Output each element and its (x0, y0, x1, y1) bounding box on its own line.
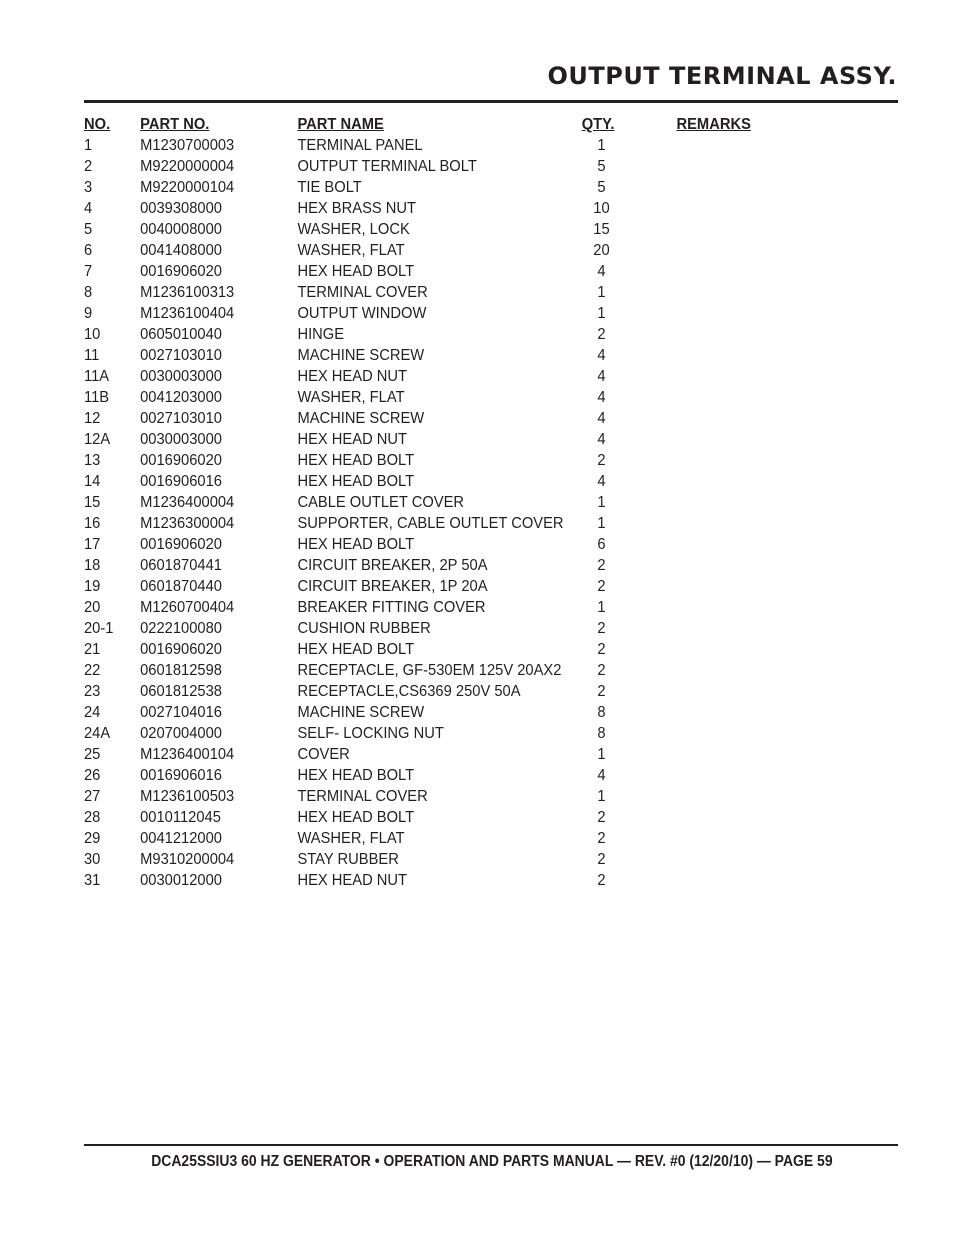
part-quantity: 2 (597, 578, 606, 595)
part-number: M1236100404 (140, 305, 235, 322)
part-number: M9310200004 (140, 851, 235, 868)
part-number-index: 6 (84, 242, 93, 259)
part-quantity: 2 (597, 683, 606, 700)
table-row (84, 513, 814, 534)
part-number-index: 2 (84, 158, 93, 175)
part-quantity: 2 (597, 830, 606, 847)
part-number: 0016906020 (140, 263, 222, 280)
part-remarks (676, 618, 814, 639)
table-row (84, 408, 814, 429)
part-number: 0041212000 (140, 830, 222, 847)
part-number: 0016906016 (140, 767, 222, 784)
part-number-index: 12 (84, 410, 101, 427)
part-number-index: 3 (84, 179, 93, 196)
part-remarks (676, 303, 814, 324)
table-row (84, 492, 814, 513)
part-name: WASHER, FLAT (297, 830, 405, 847)
part-quantity: 6 (597, 536, 606, 553)
part-number-index: 25 (84, 746, 101, 763)
part-number-index: 18 (84, 557, 101, 574)
part-number: 0605010040 (140, 326, 222, 343)
part-quantity: 1 (597, 746, 606, 763)
part-remarks (676, 366, 814, 387)
part-quantity: 2 (597, 326, 606, 343)
part-quantity: 1 (597, 494, 606, 511)
part-number: 0601812598 (140, 662, 222, 679)
part-quantity: 2 (597, 872, 606, 889)
part-remarks (676, 492, 814, 513)
part-remarks (676, 681, 814, 702)
table-row (84, 366, 814, 387)
part-quantity: 2 (597, 641, 606, 658)
part-remarks (676, 744, 814, 765)
part-number-index: 11A (84, 368, 110, 385)
part-number: 0041203000 (140, 389, 222, 406)
part-remarks (676, 870, 814, 891)
part-number-index: 20-1 (84, 620, 114, 637)
part-quantity: 5 (597, 179, 606, 196)
part-number: 0039308000 (140, 200, 222, 217)
part-quantity: 4 (597, 368, 606, 385)
part-number-index: 21 (84, 641, 101, 658)
part-number-index: 11 (84, 347, 100, 364)
part-number: 0030003000 (140, 431, 222, 448)
table-row (84, 450, 814, 471)
part-number-index: 11B (84, 389, 110, 406)
part-number: M1236300004 (140, 515, 235, 532)
parts-table-body (84, 135, 814, 891)
part-number-index: 19 (84, 578, 101, 595)
table-header-row (84, 114, 814, 135)
table-row (84, 849, 814, 870)
part-number-index: 1 (84, 137, 93, 154)
part-number: M1236400004 (140, 494, 235, 511)
part-remarks (676, 807, 814, 828)
part-name: SUPPORTER, CABLE OUTLET COVER (297, 515, 564, 532)
part-remarks (676, 198, 814, 219)
table-row (84, 807, 814, 828)
part-name: MACHINE SCREW (297, 704, 425, 721)
part-name: HEX HEAD NUT (297, 872, 408, 889)
part-remarks (676, 156, 814, 177)
part-quantity: 10 (593, 200, 610, 217)
page-title: OUTPUT TERMINAL ASSY. (547, 62, 897, 90)
footer-divider (84, 1144, 898, 1146)
part-number-index: 29 (84, 830, 101, 847)
part-name: RECEPTACLE,CS6369 250V 50A (297, 683, 521, 700)
part-quantity: 8 (597, 725, 606, 742)
part-number-index: 26 (84, 767, 101, 784)
part-name: RECEPTACLE, GF-530EM 125V 20AX2 (297, 662, 562, 679)
part-name: TERMINAL COVER (297, 788, 428, 805)
part-remarks (676, 765, 814, 786)
part-number: 0016906016 (140, 473, 222, 490)
part-name: STAY RUBBER (297, 851, 399, 868)
part-name: HEX BRASS NUT (297, 200, 417, 217)
part-remarks (676, 282, 814, 303)
part-number: 0041408000 (140, 242, 222, 259)
table-row (84, 240, 814, 261)
table-row (84, 702, 814, 723)
table-row (84, 870, 814, 891)
part-number: 0207004000 (140, 725, 222, 742)
part-number-index: 24A (84, 725, 111, 742)
part-remarks (676, 177, 814, 198)
part-name: HEX HEAD BOLT (297, 263, 415, 280)
part-name: HEX HEAD NUT (297, 431, 408, 448)
part-number-index: 27 (84, 788, 101, 805)
part-remarks (676, 849, 814, 870)
part-name: CIRCUIT BREAKER, 1P 20A (297, 578, 488, 595)
part-number: 0027103010 (140, 410, 222, 427)
table-row (84, 660, 814, 681)
part-quantity: 4 (597, 389, 606, 406)
table-row (84, 177, 814, 198)
header-part-name: PART NAME (297, 116, 384, 133)
part-number: 0016906020 (140, 536, 222, 553)
part-number-index: 10 (84, 326, 101, 343)
part-quantity: 1 (597, 305, 606, 322)
table-row (84, 681, 814, 702)
table-row (84, 387, 814, 408)
part-number-index: 15 (84, 494, 101, 511)
part-name: CIRCUIT BREAKER, 2P 50A (297, 557, 488, 574)
part-remarks (676, 786, 814, 807)
part-number-index: 30 (84, 851, 101, 868)
part-number: M1260700404 (140, 599, 235, 616)
part-remarks (676, 135, 814, 156)
part-number-index: 24 (84, 704, 101, 721)
part-name: TIE BOLT (297, 179, 362, 196)
part-quantity: 1 (597, 137, 606, 154)
part-quantity: 2 (597, 620, 606, 637)
table-row (84, 324, 814, 345)
part-name: HEX HEAD BOLT (297, 809, 415, 826)
part-number-index: 5 (84, 221, 93, 238)
part-number-index: 28 (84, 809, 101, 826)
part-number-index: 7 (84, 263, 93, 280)
part-name: MACHINE SCREW (297, 410, 425, 427)
part-number-index: 8 (84, 284, 93, 301)
table-row (84, 765, 814, 786)
part-remarks (676, 534, 814, 555)
part-name: CABLE OUTLET COVER (297, 494, 465, 511)
part-quantity: 4 (597, 410, 606, 427)
part-name: OUTPUT TERMINAL BOLT (297, 158, 477, 175)
part-number: M1230700003 (140, 137, 235, 154)
part-remarks (676, 702, 814, 723)
part-number-index: 9 (84, 305, 93, 322)
table-row (84, 135, 814, 156)
part-quantity: 4 (597, 767, 606, 784)
part-remarks (676, 639, 814, 660)
part-number-index: 23 (84, 683, 101, 700)
header-qty: QTY. (581, 116, 615, 133)
part-remarks (676, 429, 814, 450)
part-name: HEX HEAD BOLT (297, 767, 415, 784)
part-number: 0222100080 (140, 620, 222, 637)
part-quantity: 2 (597, 851, 606, 868)
part-name: OUTPUT WINDOW (297, 305, 427, 322)
part-number: M1236100503 (140, 788, 235, 805)
part-quantity: 20 (593, 242, 610, 259)
part-number-index: 17 (84, 536, 101, 553)
part-number: 0010112045 (140, 809, 221, 826)
part-quantity: 5 (597, 158, 606, 175)
part-quantity: 2 (597, 452, 606, 469)
part-remarks (676, 576, 814, 597)
part-number: 0027104016 (140, 704, 222, 721)
part-name: HEX HEAD NUT (297, 368, 408, 385)
part-number: 0030012000 (140, 872, 222, 889)
part-number-index: 14 (84, 473, 101, 490)
part-remarks (676, 387, 814, 408)
part-name: WASHER, FLAT (297, 389, 405, 406)
part-number: M1236100313 (140, 284, 235, 301)
part-quantity: 2 (597, 809, 606, 826)
header-remarks: REMARKS (676, 116, 751, 133)
part-name: SELF- LOCKING NUT (297, 725, 444, 742)
part-quantity: 1 (597, 515, 606, 532)
part-number-index: 20 (84, 599, 101, 616)
part-remarks (676, 513, 814, 534)
table-row (84, 555, 814, 576)
table-row (84, 261, 814, 282)
table-row (84, 156, 814, 177)
part-number: 0040008000 (140, 221, 222, 238)
table-row (84, 429, 814, 450)
table-row (84, 639, 814, 660)
part-name: HEX HEAD BOLT (297, 473, 415, 490)
table-row (84, 576, 814, 597)
part-remarks (676, 219, 814, 240)
part-number-index: 13 (84, 452, 101, 469)
part-number-index: 22 (84, 662, 101, 679)
table-row (84, 198, 814, 219)
part-number: M9220000104 (140, 179, 235, 196)
part-remarks (676, 324, 814, 345)
part-number: 0601812538 (140, 683, 222, 700)
part-number: 0030003000 (140, 368, 222, 385)
part-quantity: 8 (597, 704, 606, 721)
part-quantity: 4 (597, 263, 606, 280)
part-remarks (676, 408, 814, 429)
part-name: HINGE (297, 326, 345, 343)
table-row (84, 786, 814, 807)
table-row (84, 282, 814, 303)
part-name: TERMINAL PANEL (297, 137, 423, 154)
part-name: COVER (297, 746, 350, 763)
table-row (84, 744, 814, 765)
part-name: WASHER, LOCK (297, 221, 410, 238)
part-remarks (676, 723, 814, 744)
table-row (84, 828, 814, 849)
table-row (84, 345, 814, 366)
part-number: 0601870441 (140, 557, 222, 574)
table-row (84, 618, 814, 639)
table-row (84, 723, 814, 744)
header-no: NO. (84, 116, 111, 133)
part-number: 0016906020 (140, 452, 222, 469)
part-name: BREAKER FITTING COVER (297, 599, 486, 616)
page-footer: DCA25SSIU3 60 HZ GENERATOR • OPERATION AND PARTS MANUAL — REV. #0 (12/20/10) — PAGE 59 (151, 1153, 833, 1170)
title-divider (84, 100, 898, 103)
table-row (84, 471, 814, 492)
part-quantity: 4 (597, 347, 606, 364)
part-remarks (676, 240, 814, 261)
table-row (84, 597, 814, 618)
part-number: 0601870440 (140, 578, 222, 595)
part-name: MACHINE SCREW (297, 347, 425, 364)
table-row (84, 534, 814, 555)
part-remarks (676, 660, 814, 681)
part-name: HEX HEAD BOLT (297, 452, 415, 469)
part-number: 0027103010 (140, 347, 222, 364)
table-row (84, 219, 814, 240)
part-number-index: 4 (84, 200, 93, 217)
part-remarks (676, 450, 814, 471)
part-quantity: 2 (597, 557, 606, 574)
part-quantity: 4 (597, 473, 606, 490)
part-quantity: 4 (597, 431, 606, 448)
part-remarks (676, 471, 814, 492)
part-quantity: 1 (597, 284, 606, 301)
part-number-index: 16 (84, 515, 101, 532)
part-quantity: 1 (597, 599, 606, 616)
part-remarks (676, 345, 814, 366)
part-name: HEX HEAD BOLT (297, 536, 415, 553)
parts-table (84, 114, 814, 891)
part-number-index: 31 (84, 872, 101, 889)
header-part-no: PART NO. (140, 116, 210, 133)
part-name: TERMINAL COVER (297, 284, 428, 301)
part-remarks (676, 597, 814, 618)
part-name: CUSHION RUBBER (297, 620, 431, 637)
part-remarks (676, 261, 814, 282)
part-number: 0016906020 (140, 641, 222, 658)
part-number: M9220000004 (140, 158, 235, 175)
table-row (84, 303, 814, 324)
part-remarks (676, 555, 814, 576)
part-number: M1236400104 (140, 746, 235, 763)
part-name: WASHER, FLAT (297, 242, 405, 259)
part-remarks (676, 828, 814, 849)
part-name: HEX HEAD BOLT (297, 641, 415, 658)
part-quantity: 15 (593, 221, 610, 238)
part-number-index: 12A (84, 431, 111, 448)
part-quantity: 2 (597, 662, 606, 679)
part-quantity: 1 (597, 788, 606, 805)
